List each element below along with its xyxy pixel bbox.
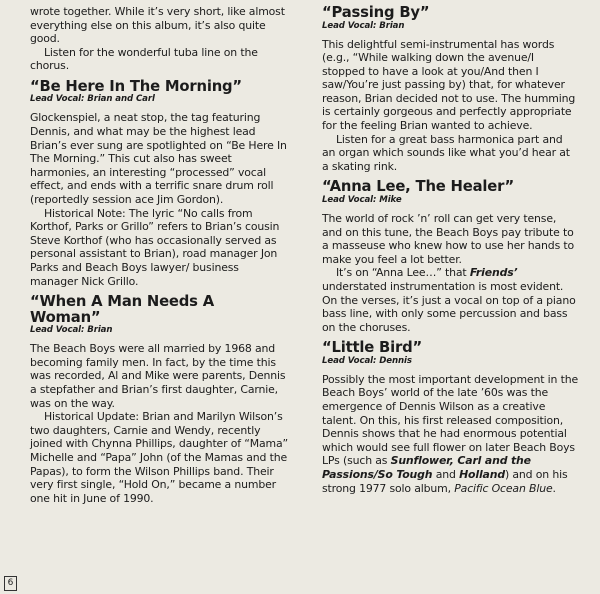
left-column	[30, 5, 288, 505]
album-title: Holland	[459, 467, 505, 481]
section-title: “Passing By”	[322, 4, 430, 21]
album-title: Friends’	[469, 266, 518, 280]
section-paragraph	[322, 266, 578, 334]
section-paragraph: The Beach Boys were all married by 1968 and becoming family men. In fact, by the time this was recorded, Al and Mike were parents, Dennis a stepfather and Brian’s first daughter, Carnie, was on the way.	[30, 342, 286, 410]
text-run: It’s on “Anna Lee…” that	[336, 266, 470, 280]
lead-vocal-credit: Lead Vocal: Brian	[30, 325, 113, 336]
page-number: 6	[4, 576, 17, 591]
lead-vocal-credit: Lead Vocal: Brian	[322, 20, 405, 31]
section-paragraph: Glockenspiel, a neat stop, the tag featuring Dennis, and what may be the highest lead Brian’s ever sung are spotlighted on “Be Here In The Morning.” This cut also has sweet harmonies, an interesting “processed” vocal effect, and ends with a terrific snare drum roll (reportedly session ace Jim Gordon).	[30, 111, 287, 207]
section-paragraph: Listen for a great bass harmonica part and an organ which sounds like what you’d hear at a skating rink.	[322, 132, 570, 173]
text-run: ) and on his strong 1977 solo album,	[322, 467, 568, 495]
right-column	[322, 5, 578, 495]
section-when-a-man-needs-a-woman	[30, 294, 288, 505]
text-run: and	[432, 467, 460, 481]
text-run: understated instrumentation is most evident. On the verses, it’s just a vocal on top of a piano bass line, with only some percussion and bass on the choruses.	[322, 279, 576, 334]
section-paragraph: The world of rock ’n’ roll can get very tense, and on this tune, the Beach Boys pay tribute to a masseuse who knew how to use her hands to make you feel a lot better.	[322, 211, 575, 266]
historical-note-paragraph: Historical Note: The lyric “No calls from Korthof, Parks or Grillo” refers to Brian’s cousin Steve Korthof (who has occasionally served as personal assistant to Brian), road manager Jon Parks and Beach Boys lawyer/ business manager Nick Grillo.	[30, 206, 280, 288]
intro-paragraph: wrote together. While it’s very short, like almost everything else on this album, it’s also quite good.	[30, 5, 285, 46]
section-be-here-in-the-morning	[30, 79, 288, 288]
section-little-bird	[322, 340, 578, 495]
text-run: .	[552, 481, 556, 495]
historical-update-paragraph: Historical Update: Brian and Marilyn Wilson’s two daughters, Carnie and Wendy, recently joined with Chynna Phillips, daughter of “Mama” Michelle and “Papa” John (of the Mamas and the Papas), to form the Wilson Phillips band. Their very first single, “Hold On,” became a number one hit in June of 1990.	[30, 410, 288, 505]
lead-vocal-credit: Lead Vocal: Dennis	[322, 355, 412, 366]
text-run: Possibly the most important development in the Beach Boys’ world of the late ’60s was the emergence of Dennis Wilson as a creative talent. On this, his first released composition, Dennis shows that he had enormous potential which would see full flower on later Beach Boys LPs (such as	[322, 372, 579, 468]
section-anna-lee-the-healer	[322, 179, 578, 334]
section-title: “Be Here In The Morning”	[30, 77, 242, 95]
lead-vocal-credit: Lead Vocal: Mike	[322, 194, 402, 205]
lead-vocal-credit: Lead Vocal: Brian and Carl	[30, 94, 155, 105]
section-paragraph: This delightful semi-instrumental has words (e.g., “While walking down the avenue/I stopped to have a look at you/And then I saw/You’re just passing by) that, for whatever reason, Brian decided not to use. The humming is certainly gorgeous and perfectly appropriate for the feeling Brian wanted to achieve.	[322, 37, 576, 133]
section-passing-by	[322, 5, 578, 173]
section-title: “Anna Lee, The Healer”	[322, 178, 514, 196]
album-title: Pacific Ocean Blue	[454, 481, 553, 495]
intro-tuba-paragraph: Listen for the wonderful tuba line on the chorus.	[30, 45, 258, 73]
album-title: Sunflower, Carl and the Passions/So Tough	[322, 454, 531, 481]
section-paragraph	[322, 373, 578, 495]
section-title: “Little Bird”	[322, 339, 422, 357]
section-title: “When A Man Needs A Woman”	[30, 293, 214, 326]
